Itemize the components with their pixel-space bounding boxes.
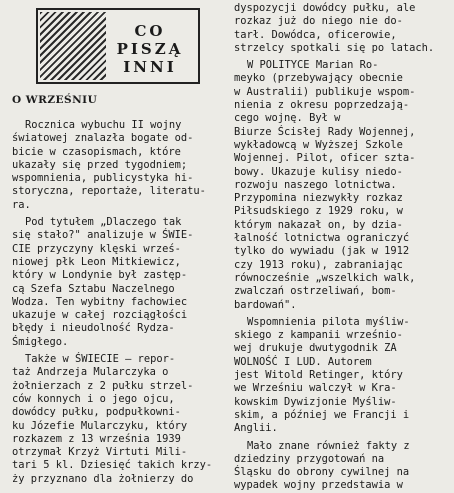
text-line: Przypomina niezwykły rozkaz — [234, 192, 403, 205]
paragraph — [234, 316, 448, 436]
section-title: O WRZEŚNIU — [12, 94, 98, 106]
text-line: bicie w czasopismach, które — [12, 145, 181, 158]
text-line: we Wrześniu walczył w Kra- — [234, 382, 397, 395]
text-line: Wojennej. Pilot, oficer szta- — [234, 152, 416, 165]
text-line: żołnierzach z 2 pułku strzel- — [12, 379, 194, 392]
paragraph — [12, 216, 226, 349]
text-line: błędy i nieudolność Rydza- — [12, 322, 175, 335]
text-line: czy 1913 roku), zabraniając — [234, 258, 403, 271]
text-line: skiego z kampanii wrześnio- — [234, 329, 403, 342]
text-line: dyspozycji dowódcy pułku, ale — [234, 2, 416, 14]
text-line: meyko (przebywający obecnie — [234, 72, 403, 85]
text-line: ra. — [12, 198, 31, 211]
text-line: Mało znane również fakty z — [247, 439, 410, 452]
text-line: cego wojnę. Był w — [234, 112, 341, 125]
text-line: ukazały się przed tygodniem; — [12, 158, 188, 171]
text-line: tarł. Dowódca, oficerowie, — [234, 28, 397, 41]
text-line: strzelcy spotkali się po latach. — [234, 41, 435, 54]
text-line: Śląsku do obrony cywilnej na — [234, 466, 410, 479]
text-line: się stało?" analizuje w ŚWIE- — [12, 229, 194, 242]
text-line: wykładowcą w Wyższej Szkole — [234, 138, 403, 151]
text-line: Śmigłego. — [12, 335, 69, 348]
text-line: równocześnie „wszelkich walk, — [234, 271, 416, 284]
right-article-text — [234, 2, 448, 493]
text-line: Pod tytułem „Dlaczego tak — [25, 216, 182, 229]
text-line: kowskim Dywizjonie Myśliw- — [234, 395, 397, 408]
text-line: wypadek wojny przedstawia w — [234, 479, 403, 492]
text-line: który w Londynie był zastęp- — [12, 269, 188, 282]
text-line: ży przyznano dla żołnierzy do — [12, 472, 194, 485]
text-line: bowy. Ukazuje kulisy niedo- — [234, 165, 403, 178]
column-heading — [110, 22, 190, 76]
text-line: Rocznica wybuchu II wojny — [25, 119, 182, 131]
text-line: WOLNOŚĆ I LUD. Autorem — [234, 355, 372, 368]
text-line: CIE przyczyny klęski wrześ- — [12, 242, 181, 255]
text-line: Także w ŚWIECIE – repor- — [25, 353, 176, 366]
text-line: skim, a później we Francji i — [234, 408, 410, 421]
text-line: rozkaz już do niego nie do- — [234, 15, 403, 28]
hatched-pattern — [40, 12, 106, 80]
text-line: ców konnych i o jego ojcu, — [12, 392, 175, 405]
text-line: dowódcy pułku, podpułkowni- — [12, 406, 181, 419]
paragraph — [12, 353, 226, 486]
paragraph — [234, 440, 448, 493]
text-line: nienia z okresu poprzedzają- — [234, 99, 410, 112]
text-line: wej drukuje dwutygodnik ZA — [234, 342, 397, 355]
text-line: rozkazem z 13 września 1939 — [12, 432, 181, 445]
text-line: otrzymał Krzyż Virtuti Mili- — [12, 446, 188, 459]
text-line: tylko do wywiadu (jak w 1912 — [234, 245, 410, 258]
text-line: którym nakazał on, by dzia- — [234, 218, 403, 231]
text-line: Piłsudskiego z 1929 roku, w — [234, 205, 403, 218]
text-line: rozwoju naszego lotnictwa. — [234, 178, 397, 191]
text-line: zwalczań ostrzeliwań, bom- — [234, 285, 397, 298]
text-line: Wodza. Ten wybitny fachowiec — [12, 295, 188, 308]
text-line: niowej płk Leon Mitkiewicz, — [12, 255, 181, 268]
text-line: storyczna, reportaże, literatu- — [12, 185, 206, 198]
heading-line-2: PISZĄ — [116, 40, 184, 58]
text-line: W POLITYCE Marian Ro- — [247, 59, 379, 72]
heading-line-1: CO — [134, 22, 166, 40]
text-line: ku Józefie Mularczyku, który — [12, 419, 188, 432]
paragraph — [234, 59, 448, 312]
text-line: taż Andrzeja Mularczyka o — [12, 366, 169, 379]
text-line: tari 5 kl. Dziesięć takich krzy- — [12, 459, 213, 472]
text-line: jest Witold Retinger, który — [234, 369, 403, 382]
text-line: Anglii. — [234, 422, 278, 435]
text-line: ukazuje w całej rozciągłości — [12, 309, 188, 322]
text-line: wspomnienia, publicystyka hi- — [12, 172, 194, 185]
text-line: dziedziny przygotowań na — [234, 452, 385, 465]
text-line: łalność lotnictwa ograniczyć — [234, 232, 410, 245]
paragraph — [234, 2, 448, 55]
text-line: w Australii) publikuje wspom- — [234, 85, 416, 98]
left-article-text — [12, 119, 226, 486]
text-line: Biurze Ścisłej Rady Wojennej, — [234, 125, 416, 138]
text-line: światowej znalazła bogate od- — [12, 132, 194, 145]
text-line: cą Szefa Sztabu Naczelnego — [12, 282, 175, 295]
text-line: Wspomnienia pilota myśliw- — [247, 315, 410, 328]
text-line: bardowań". — [234, 298, 297, 311]
column-heading-box — [36, 8, 200, 84]
paragraph — [12, 119, 226, 212]
heading-line-3: INNI — [123, 58, 177, 76]
